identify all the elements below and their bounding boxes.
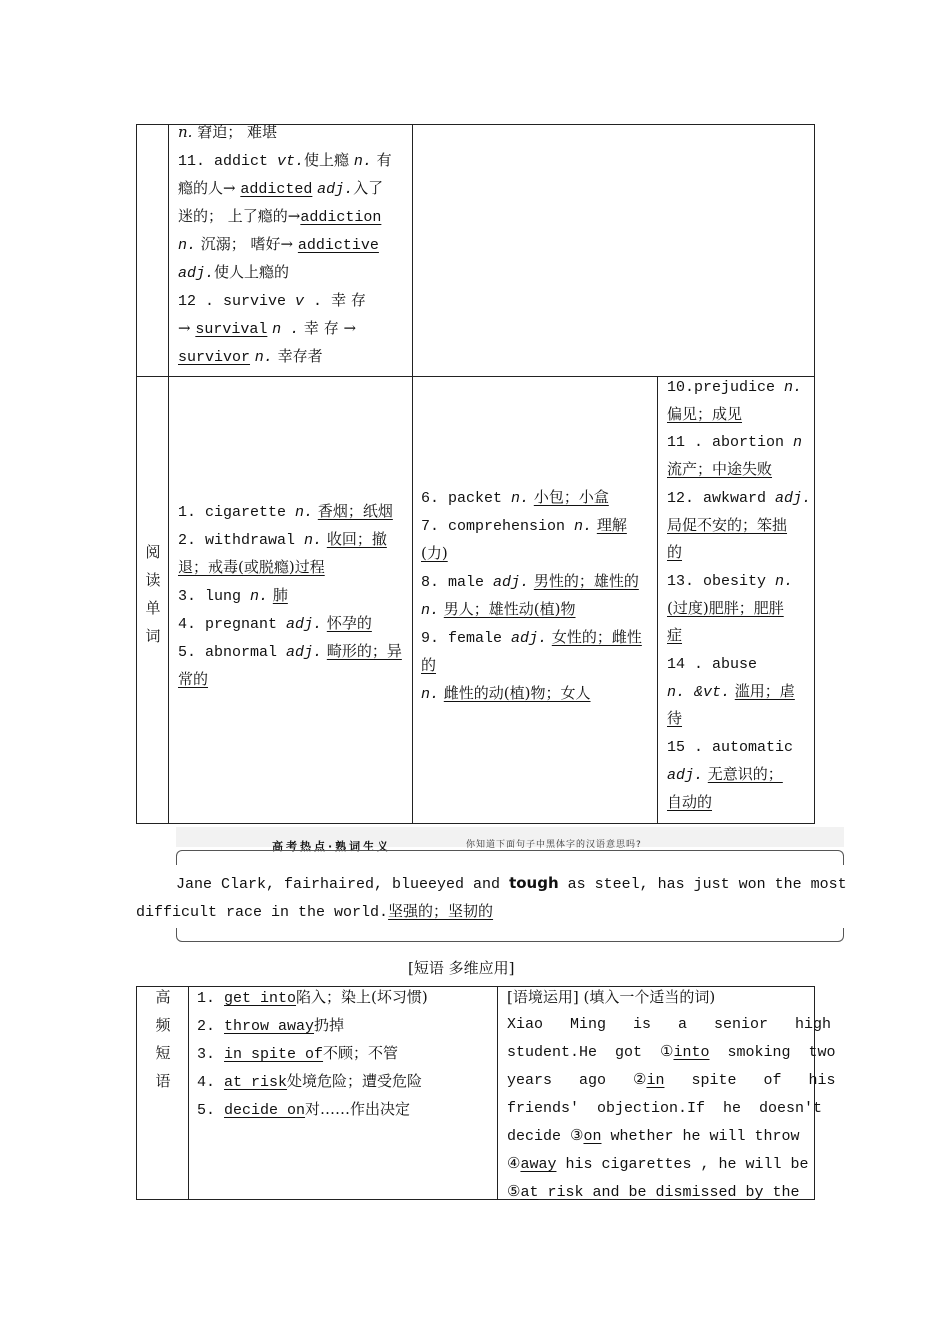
section-title: [短语 多维应用] <box>408 959 515 977</box>
vocab-word: 4. pregnant <box>178 616 287 633</box>
context-text: spite of his <box>664 1072 836 1089</box>
phrase-number: 3. <box>197 1046 225 1063</box>
vocab-line <box>178 585 288 607</box>
hot-keyword: tough <box>509 874 559 892</box>
vocab-word: 7. comprehension <box>421 518 575 535</box>
vocab-line <box>178 501 393 523</box>
vocab-line <box>178 613 372 635</box>
phrase-item <box>197 1015 344 1037</box>
vocab-meaning: 退；戒毒(或脱瘾)过程 <box>178 558 325 576</box>
vocab-pos: n. <box>421 602 440 619</box>
vocab-pos: n. <box>304 532 323 549</box>
vocab-line <box>667 653 757 675</box>
vocab-line <box>667 736 793 758</box>
context-text: friends' objection.If he doesn't <box>507 1100 823 1117</box>
vocab-line <box>667 459 772 479</box>
vocab-pos: n <box>793 434 803 452</box>
vocab-meaning: 的 <box>667 543 683 562</box>
phrase-meaning: 陷入；染上(坏习惯) <box>296 988 428 1006</box>
vocab-meaning: (过度)肥胖；肥胖 <box>667 598 784 617</box>
vocab-pos: n. <box>784 379 803 396</box>
vocab-meaning: 偏见；成见 <box>667 404 743 423</box>
vocab-pos: n. <box>250 588 269 605</box>
vocab-meaning: 香烟；纸烟 <box>317 502 393 520</box>
vocab-pos: adj. <box>286 644 323 661</box>
context-line <box>507 1043 836 1063</box>
phrase-meaning: 不顾；不管 <box>323 1044 399 1062</box>
phrase-meaning: 处境危险；遭受危险 <box>287 1072 423 1090</box>
vocab-word: 1. cigarette <box>178 504 296 521</box>
vocab-meaning: 的 <box>421 656 437 674</box>
vocab-line <box>667 708 682 728</box>
phrase-english: decide on <box>224 1102 306 1119</box>
vocab-line <box>421 683 591 705</box>
phrase-number: 4. <box>197 1074 225 1091</box>
context-text: whether he will throw <box>601 1128 800 1145</box>
vocab-line <box>421 655 436 675</box>
vocab-word: 8. male <box>421 574 494 591</box>
vocab-line <box>421 515 627 537</box>
vocab-meaning: 滥用；虐 <box>734 681 795 700</box>
vocab-word: 6. packet <box>421 490 512 507</box>
vocab-line <box>178 557 325 577</box>
vocab-line <box>667 625 682 645</box>
phrase-number: 1. <box>197 990 225 1007</box>
context-line <box>507 1127 800 1147</box>
vocab-meaning: 肺 <box>272 586 288 604</box>
phrase-english: throw away <box>224 1018 315 1035</box>
vocab-word: 9. female <box>421 630 512 647</box>
vocab-meaning: 怀孕的 <box>326 614 372 632</box>
context-text: years ago ② <box>507 1072 647 1089</box>
vocab-meaning: 女性的；雌性 <box>551 628 642 646</box>
vocab-meaning: 待 <box>667 709 683 728</box>
context-text: student.He got ① <box>507 1044 674 1061</box>
vocab-line <box>667 515 787 535</box>
vocab-word: 12. awkward <box>667 489 776 507</box>
vocab-line <box>667 681 795 703</box>
vocab-word: 11 . abortion <box>667 434 794 452</box>
vocab-line <box>667 598 784 618</box>
vocab-pos: adj. <box>286 616 323 633</box>
vocab-line <box>421 627 642 649</box>
vocab-meaning: 局促不安的；笨拙 <box>667 515 788 534</box>
phrase-number: 5. <box>197 1102 225 1119</box>
hot-answer: 坚强的；坚韧的 <box>388 902 494 920</box>
vocab-line <box>667 542 682 562</box>
phrase-item <box>197 1043 398 1065</box>
vocab-word: 2. withdrawal <box>178 532 305 549</box>
vocab-pos: adj. <box>667 766 704 784</box>
vocab-pos: n. <box>511 490 530 507</box>
phrase-english: at risk <box>224 1074 288 1091</box>
vocab-pos: n. <box>574 518 593 535</box>
vocab-line: survivor n. 幸存者 <box>178 347 323 366</box>
vocab-line <box>178 529 387 551</box>
vocab-line: 迷的； 上了瘾的→addiction <box>178 207 382 226</box>
vocab-pos: n. &vt. <box>667 683 731 701</box>
vocab-meaning: 小包；小盒 <box>533 488 609 506</box>
vocab-word: 15 . automatic <box>667 739 794 757</box>
vocab-line <box>667 376 802 398</box>
context-line <box>507 1183 800 1203</box>
context-header: [语境运用] (填入一个适当的词) <box>507 988 716 1006</box>
vocab-line <box>421 599 576 621</box>
context-line <box>507 1015 831 1035</box>
context-answer: into <box>673 1044 710 1061</box>
hot-sentence-line-2: difficult race in the world.坚强的；坚韧的 <box>136 902 494 921</box>
banner-bottom-bracket <box>176 928 844 942</box>
vocab-line <box>667 431 802 453</box>
context-text: Xiao Ming is a senior high <box>507 1016 832 1033</box>
context-text: smoking two <box>709 1044 836 1061</box>
vocab-line: → survival n . 幸 存 → <box>178 319 357 338</box>
phrase-item <box>197 1099 410 1121</box>
vocab-line: 11. addict vt.使上瘾 n. 有 <box>178 151 392 170</box>
context-text: ⑤ <box>507 1184 521 1201</box>
vocab-meaning: 症 <box>667 626 683 645</box>
hot-sentence-line-1: Jane Clark, fairhaired, blueeyed and tough as steel, has just won the most <box>176 874 847 893</box>
vocab-pos: n. <box>295 504 314 521</box>
context-answer: on <box>583 1128 602 1145</box>
vocab-line <box>421 543 448 563</box>
phrase-english: in spite of <box>224 1046 324 1063</box>
vocab-meaning: 流产；中途失败 <box>667 460 773 479</box>
vocab-pos: n. <box>421 686 440 703</box>
vocab-line <box>178 641 402 663</box>
vocab-meaning: 男性的；雄性的 <box>533 572 639 590</box>
vocab-pos: adj. <box>511 630 548 647</box>
vocab-word: 10.prejudice <box>667 379 785 396</box>
banner-subtitle: 你知道下面句子中黑体字的汉语意思吗? <box>466 840 642 850</box>
vocab-line <box>421 571 639 593</box>
vocab-line <box>667 764 783 786</box>
phrase-meaning: 扔掉 <box>314 1016 345 1034</box>
vocab-word: 13. obesity <box>667 572 776 590</box>
vocab-line: n. 窘迫； 难堪 <box>178 123 277 141</box>
context-text: decide ③ <box>507 1128 584 1145</box>
vocab-line <box>667 792 712 812</box>
vocab-line <box>421 487 609 509</box>
vocab-line <box>667 570 793 592</box>
vocab-line <box>178 669 208 689</box>
vocab-meaning: 收回；撤 <box>326 530 387 548</box>
vocab-pos: n. <box>775 572 794 590</box>
vocab-meaning: (力) <box>421 544 448 562</box>
phrase-item <box>197 987 428 1009</box>
vocab-line: n. 沉溺； 嗜好→ addictive <box>178 235 379 254</box>
phrase-item <box>197 1071 422 1093</box>
context-line <box>507 1099 822 1119</box>
vocab-meaning: 畸形的；异 <box>326 642 402 660</box>
context-answer: away <box>520 1156 557 1173</box>
banner-title: 高考热点·熟词生义 <box>272 840 392 853</box>
context-answer: at <box>520 1184 539 1201</box>
context-line <box>507 1071 836 1091</box>
vocab-pos: adj. <box>493 574 530 591</box>
vocab-meaning: 常的 <box>178 670 209 688</box>
context-text: ④ <box>507 1156 521 1173</box>
vocab-line <box>667 487 811 509</box>
context-text: his cigarettes , he will be <box>556 1156 809 1173</box>
vocab-word: 3. lung <box>178 588 251 605</box>
phrase-english: get into <box>224 990 297 1007</box>
vocab-meaning: 无意识的； <box>707 764 783 783</box>
context-answer: in <box>646 1072 665 1089</box>
vocab-line <box>667 404 742 424</box>
context-text: risk and be dismissed by the <box>538 1184 800 1201</box>
phrase-meaning: 对……作出决定 <box>305 1100 411 1118</box>
vocab-line: 瘾的人→ addicted adj.入了 <box>178 179 384 198</box>
vocab-line: 12 . survive v . 幸 存 <box>178 291 366 310</box>
vocab-line: adj.使人上瘾的 <box>178 263 290 282</box>
vocab-word: 5. abnormal <box>178 644 287 661</box>
vocab-pos: adj. <box>775 489 812 507</box>
vocab-meaning: 男人；雄性动(植)物 <box>443 600 576 618</box>
context-line <box>507 1155 809 1175</box>
phrase-number: 2. <box>197 1018 225 1035</box>
vocab-meaning: 雌性的动(植)物；女人 <box>443 684 591 702</box>
vocab-word: 14 . abuse <box>667 656 758 673</box>
vocab-meaning: 理解 <box>596 516 627 534</box>
vocab-meaning: 自动的 <box>667 792 713 811</box>
